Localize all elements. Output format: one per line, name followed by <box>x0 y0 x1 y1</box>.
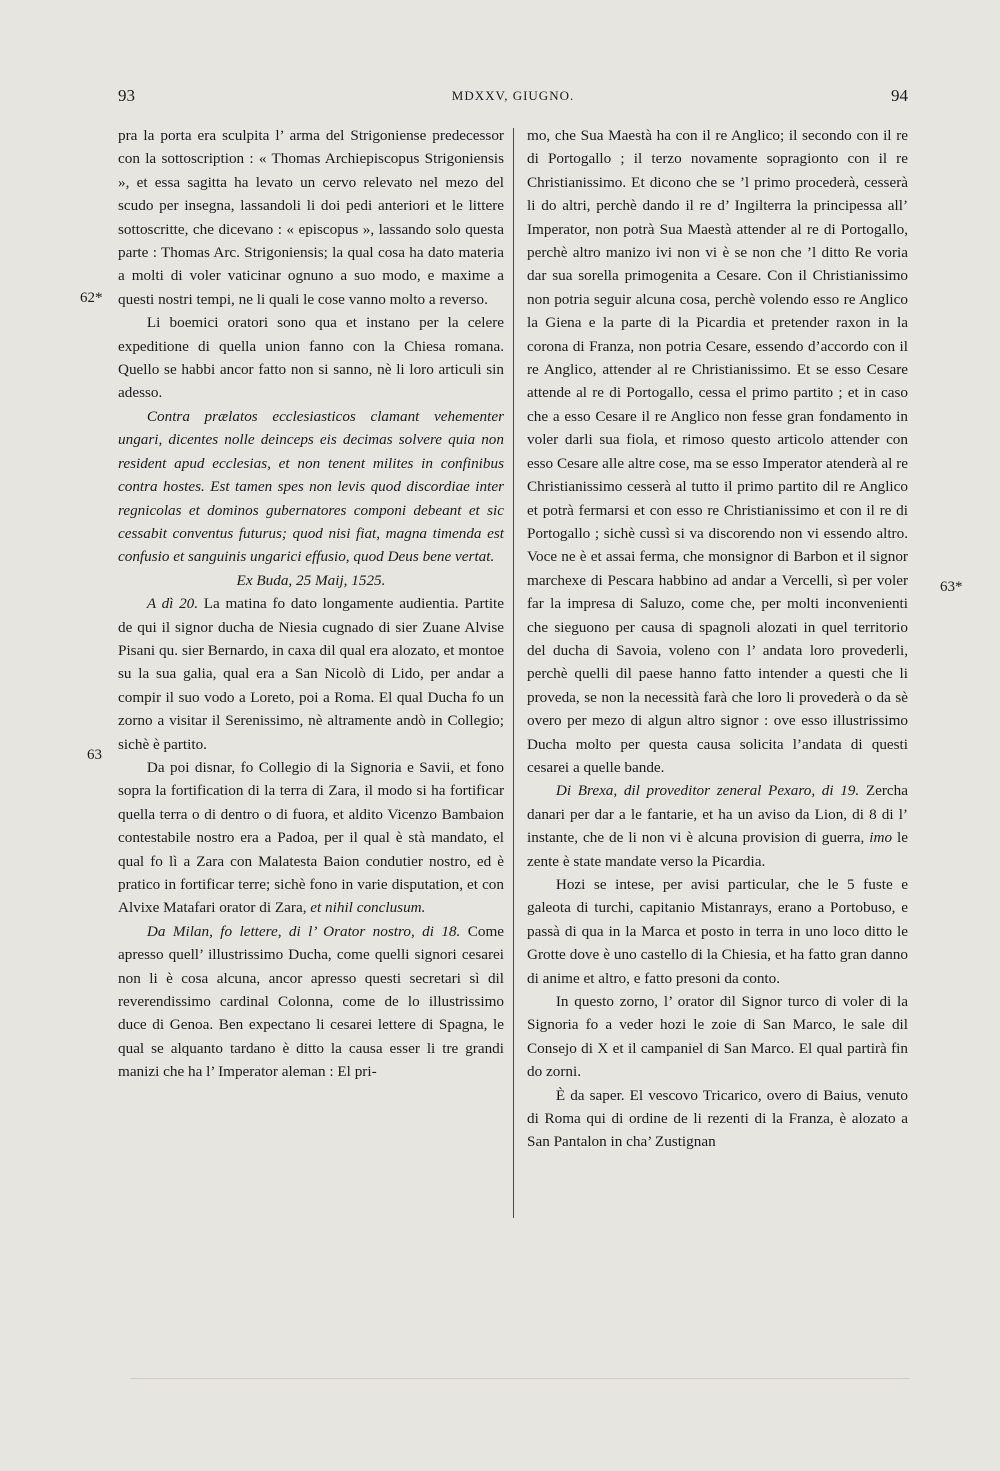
paragraph <box>118 592 504 756</box>
entry-date: A dì 20. <box>146 595 199 613</box>
page-number-right: 94 <box>891 86 908 105</box>
paragraph: pra la porta era sculpita l’ arma del Strigoniense predecessor con la sottoscription : « Thomas Archiepiscopus Strigoniensis », et essa sagitta ha levato un cervo relevato nel mezo del scudo per insegna, lassandoli li doi pedi anteriori et le littere sottoscritte, che dicevano : « episcopus », lassando solo questa parte : Thomas Arc. Strigoniensis; la qual cosa ha dato materia a molti di voler vaticinar ognuno a suo modo, e maxime a questi nostri tempi, ne li quali le cose vanno molto a reverso. <box>118 127 504 308</box>
paragraph-text: Zercha danari per dar a le fantarie, et ha un aviso da Lion, di 8 di l’ instante, che de li non vi è alcuna provision di guerra, <box>527 782 908 847</box>
page-number-left: 93 <box>118 86 135 105</box>
margin-note-63-star: 63* <box>940 579 963 595</box>
running-title: MDXXV, GIUGNO. <box>451 88 575 103</box>
margin-note-63: 63 <box>87 747 102 763</box>
paragraph <box>527 779 908 873</box>
letter-heading: Da Milan, fo lettere, di l’ Orator nostro, di 18. <box>146 922 461 940</box>
paragraph: È da saper. El vescovo Tricarico, overo di Baius, venuto di Roma qui di ordine de li rezenti di la Franza, è alozato a San Pantalon in cha’ Zustignan <box>527 1086 908 1151</box>
paragraph: Li boemici oratori sono qua et instano per la celere expeditione di quella union fanno con la Chiesa romana. Quello se habbi ancor fatto non si sanno, nè li loro articuli sin adesso. <box>118 314 504 402</box>
paragraph: Hozi se intese, per avisi particular, che le 5 fuste e galeota di turchi, capitanio Mistanrays, erano a Portobuso, e passà di qua in la Marca et posto in terra in uno loco ditto le Grotte dove è uno castello di la Chiesia, et ha fatto gran danno di anime et altro, e fatto presoni da conto. <box>527 876 908 987</box>
paragraph-text: le zente è state mandate verso la Picardia. <box>527 829 908 870</box>
latin-word: imo <box>869 829 893 847</box>
letter-heading: Di Brexa, dil proveditor zeneral Pexaro, di 19. <box>555 782 860 800</box>
left-column <box>118 124 504 1084</box>
entry-text: La matina fo dato longamente audientia. Partite de qui il signor ducha de Niesia cugnado di sier Zuane Alvise Pisani qu. sier Bernardo, in caxa dil qual era alozato, et montoe su la sua galia, qual era a San Nicolò di Lido, per andar a compir il suo vodo a Loreto, poi a Roma. El qual Ducha fo un zorno a visitar il Serenissimo, nè altramente andò in Collegio; sichè è partito. <box>118 595 505 753</box>
latin-text: Contra prælatos ecclesiasticos clamant vehementer ungari, dicentes nolle deinceps eis decimas solvere quia non resident apud ecclesias, et non tenent milites in confinibus contra hostes. Est tamen spes non levis quod discordiae inter regnicolas et dominos gubernatores componi debeant et sic cessabit conventus futurus; quod nisi fiat, magna timenda est confusio et sanguinis ungarici effusio, quod Deus bene vertat. <box>118 407 504 566</box>
paragraph-text: Da poi disnar, fo Collegio di la Signoria e Savii, et fono sopra la fortification di la terra di Zara, il modo si ha fortificar quella terra o di dentro o di fuora, et aldito Vicenzo Bambaion contestabile nostro era a Padoa, per il qual è stà mandato, el qual fo lì a Zara con Malatesta Baion condutier nostro, ed è pratico in fortificar terre; sichè fono in varie disputation, et con Alvixe Matafari orator di Zara, <box>118 758 504 917</box>
dateline <box>118 569 504 592</box>
dateline-text: Ex Buda, 25 Maij, 1525. <box>236 571 386 589</box>
paragraph <box>118 920 504 1084</box>
paragraph-latin <box>118 405 504 569</box>
page-header <box>118 86 908 110</box>
paragraph-text: Come apresso quell’ illustrissimo Ducha, come quelli signori cesarei non li è cosa alcuna, ancor apresso questi secretari sì dil reverendissimo cardinal Colonna, come de lo illustrissimo duce di Genoa. Ben expectano li cesarei lettere di Spagna, le qual se alquanto tardano è ditto la causa esser li tre grandi manizi che ha l’ Imperator aleman : El pri- <box>118 922 504 1081</box>
column-divider <box>513 128 514 1218</box>
paragraph: In questo zorno, l’ orator dil Signor turco di voler di la Signoria fo a veder hozi le zoie di San Marco, le sale dil Consejo di X et il campaniel di San Marco. El qual partirà fin do zorni. <box>527 993 908 1081</box>
margin-note-62: 62* <box>80 290 103 306</box>
right-column <box>527 124 908 1154</box>
footer-rule <box>130 1378 910 1379</box>
latin-phrase: et nihil conclusum. <box>310 899 426 917</box>
paragraph <box>118 756 504 920</box>
paragraph: mo, che Sua Maestà ha con il re Anglico; il secondo con il re di Portogallo ; il terzo novamente sopragionto con il re Christianissimo. Et dicono che se ’l primo procederà, cesserà li do altri, perchè dando il re d’ Ingilterra la principessa all’ Imperator, non potrà Sua Maestà attender al re di Portogallo, perchè altro manizo ivi non vi è se non che ’l ditto Re voria dar sua sorella primogenita a Cesare. Con il Christianissimo non potria seguir alcuna cosa, perchè volendo esso re Anglico la Giena e la parte di la Picardia et pretender raxon in la corona di Franza, non potria Cesare, essendo d’accordo con il re Anglico, attender al re Christianissimo. Et se esso Cesare attende al re di Portogallo, cessa el primo partito ; et in caso che a esso Cesare il re Anglico non fesse gran fondamento in voler darli sua fiola, et rimoso questo articolo attender con esso Cesare alle altre cose, ma se esso Imperator atenderà al re Christianissimo cesserà al tutto il primo partito dil re Anglico et potrà fermarsi et con esso re Christianissimo et con il re di Portogallo ; sichè cussì si va discorendo non vi essendo altro. Voce ne è et assai ferma, che monsignor di Barbon et il signor marchexe di Pescara habbino ad andar a Vercelli, sì per voler far la impresa di Saluzo, come che, per molti inconvenienti che sieguono per causa di spagnoli alozati in quel territorio del ducha di Savoia, voleno con l’ andata loro provederli, perchè quelli dil paese hanno fatto intender a questi che li proveda, se non la necessità farà che loro li provederà o da sè overo per mezo di algun altro signor : ove esso illustrissimo Ducha molto per questa causa solicita l’andata di questi cesarei a quelle bande. <box>527 127 908 776</box>
